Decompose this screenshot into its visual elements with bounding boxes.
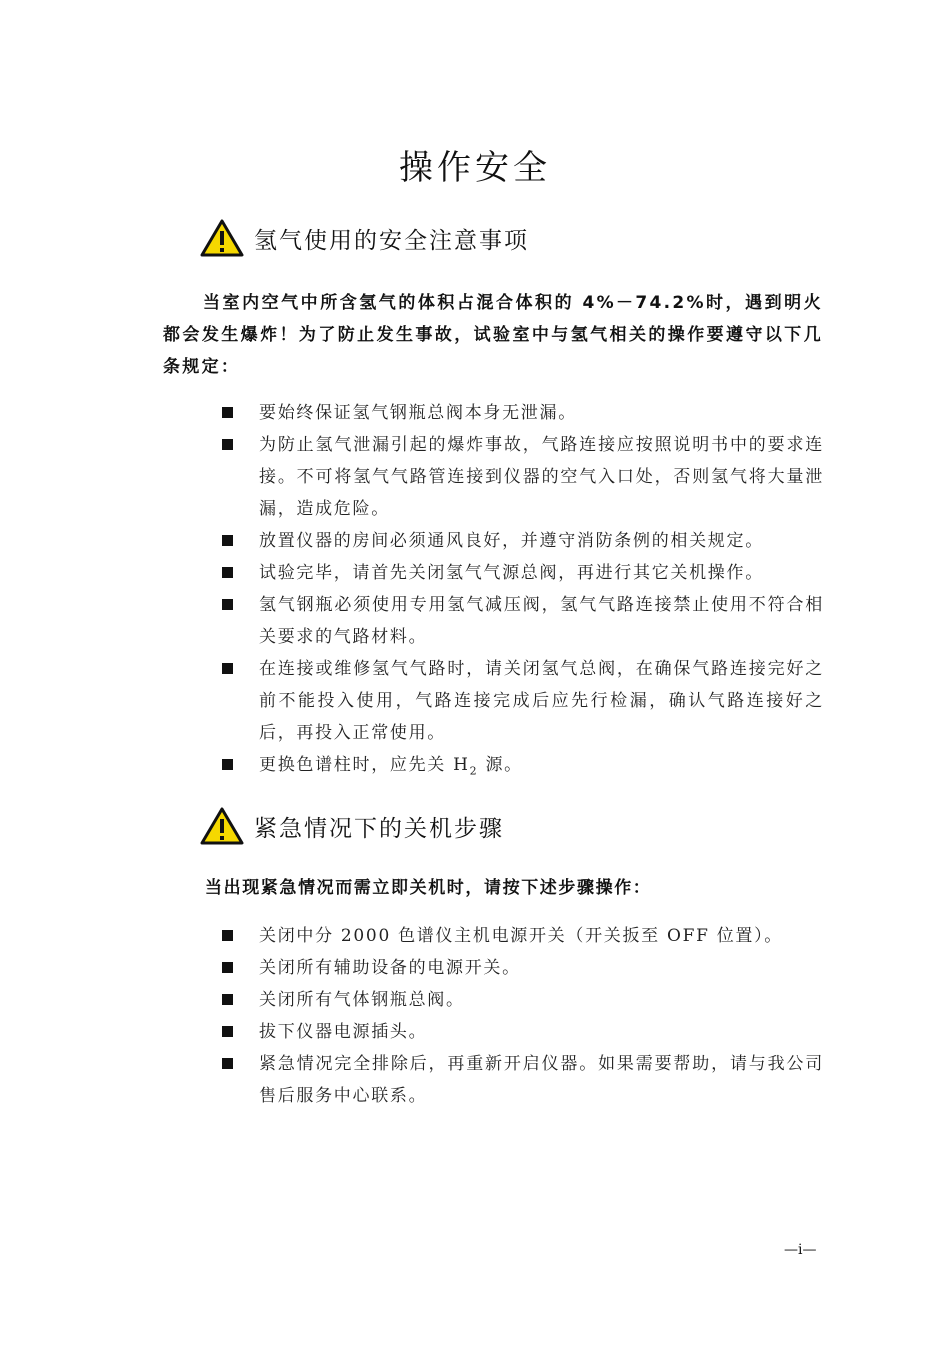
bullet-square-icon bbox=[222, 663, 233, 674]
list-item: 氢气钢瓶必须使用专用氢气减压阀，氢气气路连接禁止使用不符合相关要求的气路材料。 bbox=[222, 589, 824, 653]
list-item: 关闭中分 2000 色谱仪主机电源开关（开关扳至 OFF 位置）。 bbox=[222, 920, 824, 952]
section-heading: 氢气使用的安全注意事项 bbox=[254, 227, 529, 254]
list-item: 更换色谱柱时，应先关 $H_2$ 源。 bbox=[222, 749, 824, 787]
hydrogen-intro-text: 当室内空气中所含氢气的体积占混合体积的 4%－74.2%时，遇到明火都会发生爆炸！为了防止发生事故，试验室中与氢气相关的操作要遵守以下几条规定： bbox=[163, 293, 823, 377]
bullet-square-icon bbox=[222, 439, 233, 450]
warning-triangle-icon bbox=[200, 806, 244, 846]
list-item: 试验完毕，请首先关闭氢气气源总阀，再进行其它关机操作。 bbox=[222, 557, 824, 589]
list-item: 为防止氢气泄漏引起的爆炸事故，气路连接应按照说明书中的要求连接。不可将氢气气路管连接到仪器的空气入口处，否则氢气将大量泄漏，造成危险。 bbox=[222, 429, 824, 525]
bullet-square-icon bbox=[222, 407, 233, 418]
hydrogen-rules-list bbox=[222, 397, 824, 787]
bullet-square-icon bbox=[222, 759, 233, 770]
list-item: 关闭所有辅助设备的电源开关。 bbox=[222, 952, 824, 984]
bullet-square-icon bbox=[222, 962, 233, 973]
list-item: 紧急情况完全排除后，再重新开启仪器。如果需要帮助，请与我公司售后服务中心联系。 bbox=[222, 1048, 824, 1112]
bullet-square-icon bbox=[222, 930, 233, 941]
bullet-square-icon bbox=[222, 994, 233, 1005]
bullet-square-icon bbox=[222, 567, 233, 578]
page-number: —i— bbox=[784, 1242, 817, 1258]
list-item: 在连接或维修氢气气路时，请关闭氢气总阀，在确保气路连接完好之前不能投入使用，气路连接完成后应先行检漏，确认气路连接好之后，再投入正常使用。 bbox=[222, 653, 824, 749]
emergency-steps-list bbox=[222, 920, 824, 1112]
bullet-square-icon bbox=[222, 1058, 233, 1069]
section-heading: 紧急情况下的关机步骤 bbox=[254, 815, 504, 842]
page-title: 操作安全 bbox=[399, 148, 551, 188]
section-emergency-shutdown-heading bbox=[200, 806, 504, 846]
bullet-square-icon bbox=[222, 1026, 233, 1037]
section-hydrogen-safety-heading bbox=[200, 218, 529, 258]
warning-triangle-icon bbox=[200, 218, 244, 258]
list-item: 拔下仪器电源插头。 bbox=[222, 1016, 824, 1048]
bullet-square-icon bbox=[222, 599, 233, 610]
emergency-intro-text: 当出现紧急情况而需立即关机时，请按下述步骤操作： bbox=[205, 878, 652, 898]
list-item: 要始终保证氢气钢瓶总阀本身无泄漏。 bbox=[222, 397, 824, 429]
list-item: 关闭所有气体钢瓶总阀。 bbox=[222, 984, 824, 1016]
list-item: 放置仪器的房间必须通风良好，并遵守消防条例的相关规定。 bbox=[222, 525, 824, 557]
bullet-square-icon bbox=[222, 535, 233, 546]
